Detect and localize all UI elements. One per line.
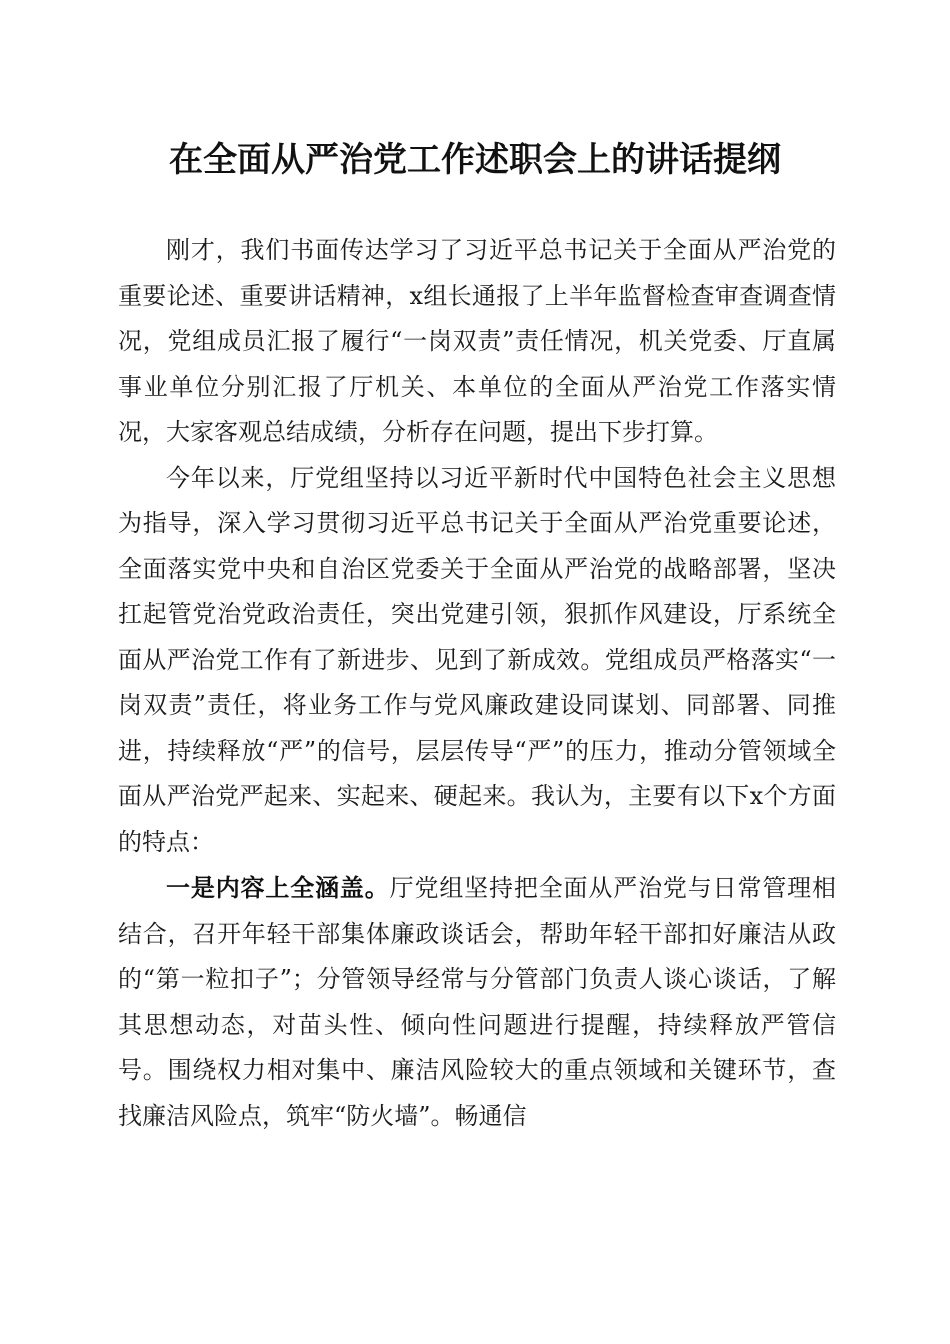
paragraph-3: [118, 865, 836, 1139]
paragraph-1-text: 刚才，我们书面传达学习了习近平总书记关于全面从严治党的重要论述、重要讲话精神，x组长通报了上半年监督检查审查调查情况，党组成员汇报了履行“一岗双责”责任情况，机关党委、厅直属事业单位分别汇报了厅机关、本单位的全面从严治党工作落实情况，大家客观总结成绩，分析存在问题，提出下步打算。: [118, 236, 836, 446]
paragraph-2-text: 今年以来，厅党组坚持以习近平新时代中国特色社会主义思想为指导，深入学习贯彻习近平总书记关于全面从严治党重要论述，全面落实党中央和自治区党委关于全面从严治党的战略部署，坚决扛起管党治党政治责任，突出党建引领，狠抓作风建设，厅系统全面从严治党工作有了新进步、见到了新成效。党组成员严格落实“一岗双责”责任，将业务工作与党风廉政建设同谋划、同部署、同推进，持续释放“严”的信号，层层传导“严”的压力，推动分管领域全面从严治党严起来、实起来、硬起来。我认为，主要有以下x个方面的特点：: [118, 463, 836, 856]
paragraph-2: [118, 456, 836, 866]
document-body: [118, 228, 836, 1139]
paragraph-3-lead: 一是内容上全涵盖。: [166, 873, 390, 902]
document-title: 在全面从严治党工作述职会上的讲话提纲: [169, 140, 781, 180]
paragraph-1: [118, 228, 836, 456]
paragraph-3-text: 厅党组坚持把全面从严治党与日常管理相结合，召开年轻干部集体廉政谈话会，帮助年轻干部扣好廉洁从政的“第一粒扣子”；分管领导经常与分管部门负责人谈心谈话，了解其思想动态，对苗头性、倾向性问题进行提醒，持续释放严管信号。围绕权力相对集中、廉洁风险较大的重点领域和关键环节，查找廉洁风险点，筑牢“防火墙”。畅通信: [118, 874, 837, 1130]
